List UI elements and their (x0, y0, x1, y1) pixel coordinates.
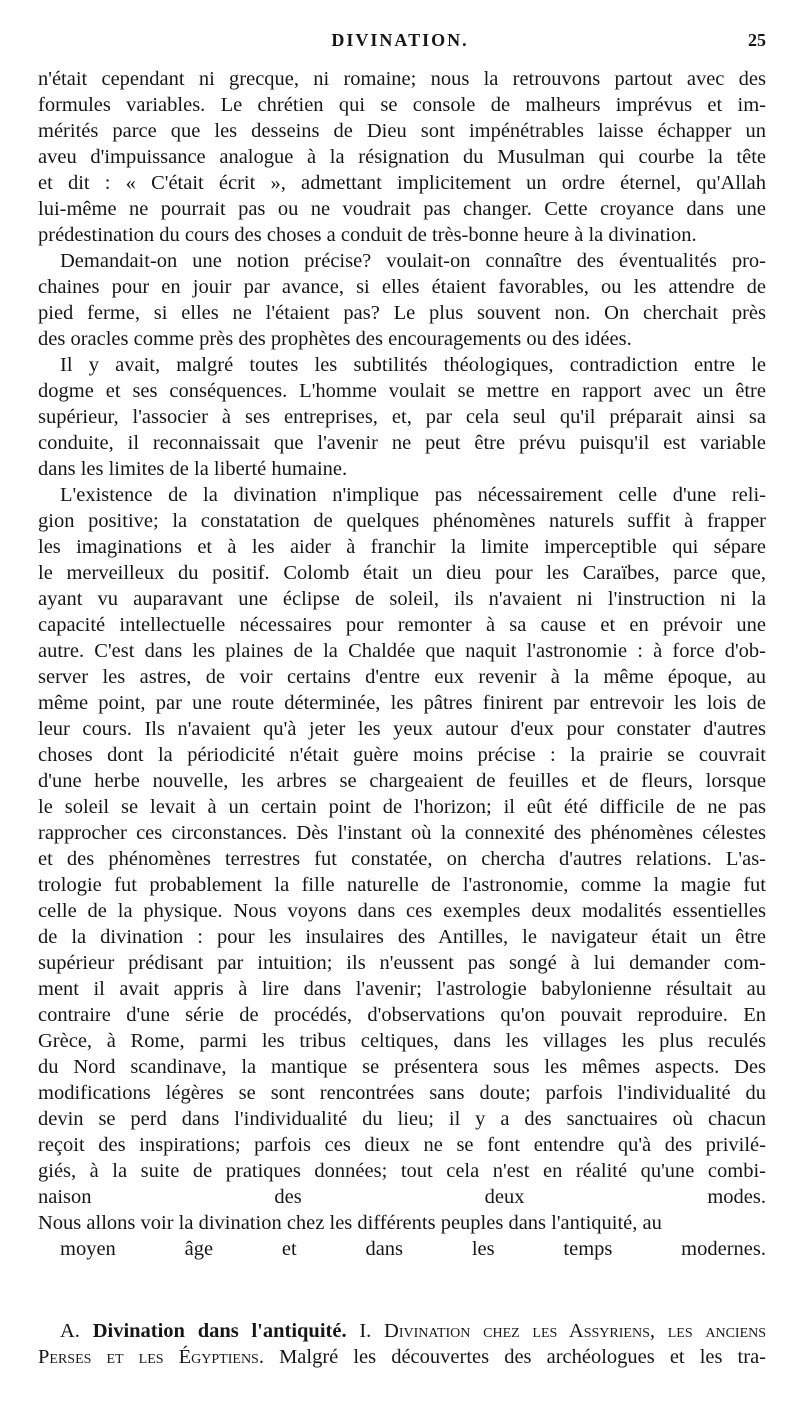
text-line: capacité intellectuelle nécessaires pour remonter à sa cause et en prévoir une (38, 614, 766, 636)
page-number: 25 (748, 30, 766, 50)
text-line: supérieur, l'associer à ses entreprises, et, par cela seul qu'il préparait ainsi sa (38, 406, 766, 428)
text-line: même point, par une route déterminée, les pâtres finirent par entrevoir les lois de (38, 692, 766, 714)
paragraph-first-line: L'existence de la divination n'implique pas nécessairement celle d'une reli- (60, 484, 766, 506)
text-line: prédestination du cours des choses a conduit de très-bonne heure à la divination. (38, 224, 697, 246)
text-line: d'une herbe nouvelle, les arbres se chargeaient de feuilles et de fleurs, lorsque (38, 770, 766, 792)
text-line: formules variables. Le chrétien qui se console de malheurs imprévus et im- (38, 94, 766, 116)
paragraph-first-line: moyen âge et dans les temps modernes. (60, 1238, 766, 1260)
paragraph-first-line: Demandait-on une notion précise? voulait-on connaître des éventualités pro- (60, 250, 766, 272)
text-line: server les astres, de voir certains d'entre eux revenir à la même époque, au (38, 666, 766, 688)
text-line: choses dont la périodicité n'était guère moins précise : la prairie se couvrait (38, 744, 766, 766)
text-line: gion positive; la constatation de quelques phénomènes naturels suffit à frapper (38, 510, 766, 532)
text-line: le soleil se levait à un certain point de l'horizon; il eût été difficile de ne pas (38, 796, 766, 818)
text-line: des oracles comme près des prophètes des encouragements ou des idées. (38, 328, 632, 350)
text-line: et dit : « C'était écrit », admettant implicitement un ordre éternel, qu'Allah (38, 172, 766, 194)
text-line: ment il avait appris à lire dans l'avenir; l'astrologie babylonienne résultait au (38, 978, 766, 1000)
text-line: dans les limites de la liberté humaine. (38, 458, 348, 480)
section-heading-line (60, 1318, 766, 1344)
text-line: le merveilleux du positif. Colomb était un dieu pour les Caraïbes, parce que, (38, 562, 766, 584)
text-line: lui-même ne pourrait pas ou ne voudrait pas changer. Cette croyance dans une (38, 198, 766, 220)
text-line: supérieur prédisant par intuition; ils n'eussent pas songé à lui demander com- (38, 952, 766, 974)
section-second-line (38, 1344, 766, 1370)
text-line: du Nord scandinave, la mantique se présentera sous les mêmes aspects. Des (38, 1056, 766, 1078)
text-line: Nous allons voir la divination chez les différents peuples dans l'antiquité, au (38, 1212, 662, 1234)
page-header (34, 30, 766, 54)
text-line: chaines pour en jouir par avance, si elles étaient favorables, ou les attendre de (38, 276, 766, 298)
section-letter: A. (60, 1320, 80, 1342)
text-line: ayant vu auparavant une éclipse de soleil, ils n'avaient ni l'instruction ni la (38, 588, 766, 610)
text-line: aveu d'impuissance analogue à la résignation du Musulman qui courbe la tête (38, 146, 766, 168)
text-line: les imaginations et à les aider à franchir la limite imperceptible qui sépare (38, 536, 766, 558)
text-line: modifications légères se sont rencontrées sans doute; parfois l'individualité du (38, 1082, 766, 1104)
text-line: n'était cependant ni grecque, ni romaine; nous la retrouvons partout avec des (38, 68, 766, 90)
text-line: naison des deux modes. (38, 1186, 766, 1208)
text-line: et des phénomènes terrestres fut constatée, on chercha d'autres relations. L'as- (38, 848, 766, 870)
text-line: dogme et ses conséquences. L'homme voulait se mettre en rapport avec un être (38, 380, 766, 402)
text-line: celle de la physique. Nous voyons dans ces exemples deux modalités essentielles (38, 900, 766, 922)
paragraph-first-line: Il y avait, malgré toutes les subtilités théologiques, contradiction entre le (60, 354, 766, 376)
text-line: pied ferme, si elles ne l'étaient pas? Le plus souvent non. On cherchait près (38, 302, 766, 324)
text-line: rapprocher ces circonstances. Dès l'instant où la connexité des phénomènes célestes (38, 822, 766, 844)
text-line: Grèce, à Rome, parmi les tribus celtiques, dans les villages les plus reculés (38, 1030, 766, 1052)
subsection-heading-part2: Perses et les Égyptiens. (38, 1346, 264, 1368)
text-line: autre. C'est dans les plaines de la Chaldée que naquit l'astronomie : à force d'ob- (38, 640, 766, 662)
text-line: contraire d'une série de procédés, d'observations qu'on pouvait reproduire. En (38, 1004, 766, 1026)
text-line: mérités parce que les desseins de Dieu sont impénétrables laisse échapper un (38, 120, 766, 142)
section-text: Malgré les découvertes des archéologues et les tra- (279, 1346, 767, 1368)
section-heading: Divination dans l'antiquité. (92, 1320, 347, 1342)
text-line: devin se perd dans l'individualité du lieu; il y a des sanctuaires où chacun (38, 1108, 766, 1130)
section-number: I. (359, 1320, 372, 1342)
subsection-heading-part1: Divination chez les Assyriens, les anciens (384, 1320, 767, 1342)
text-line: conduite, il reconnaissait que l'avenir ne peut être prévu puisqu'il est variable (38, 432, 766, 454)
text-line: giés, à la suite de pratiques données; tout cela n'est en réalité qu'une combi- (38, 1160, 766, 1182)
text-line: reçoit des inspirations; parfois ces dieux ne se font entendre qu'à des privilé- (38, 1134, 766, 1156)
text-line (38, 1262, 766, 1288)
text-line: leur cours. Ils n'avaient qu'à jeter les yeux autour d'eux pour constater d'autres (38, 718, 766, 740)
text-line: trologie fut probablement la fille naturelle de l'astronomie, comme la magie fut (38, 874, 766, 896)
running-title: DIVINATION. (331, 30, 469, 50)
text-line: de la divination : pour les insulaires des Antilles, le navigateur était un être (38, 926, 766, 948)
